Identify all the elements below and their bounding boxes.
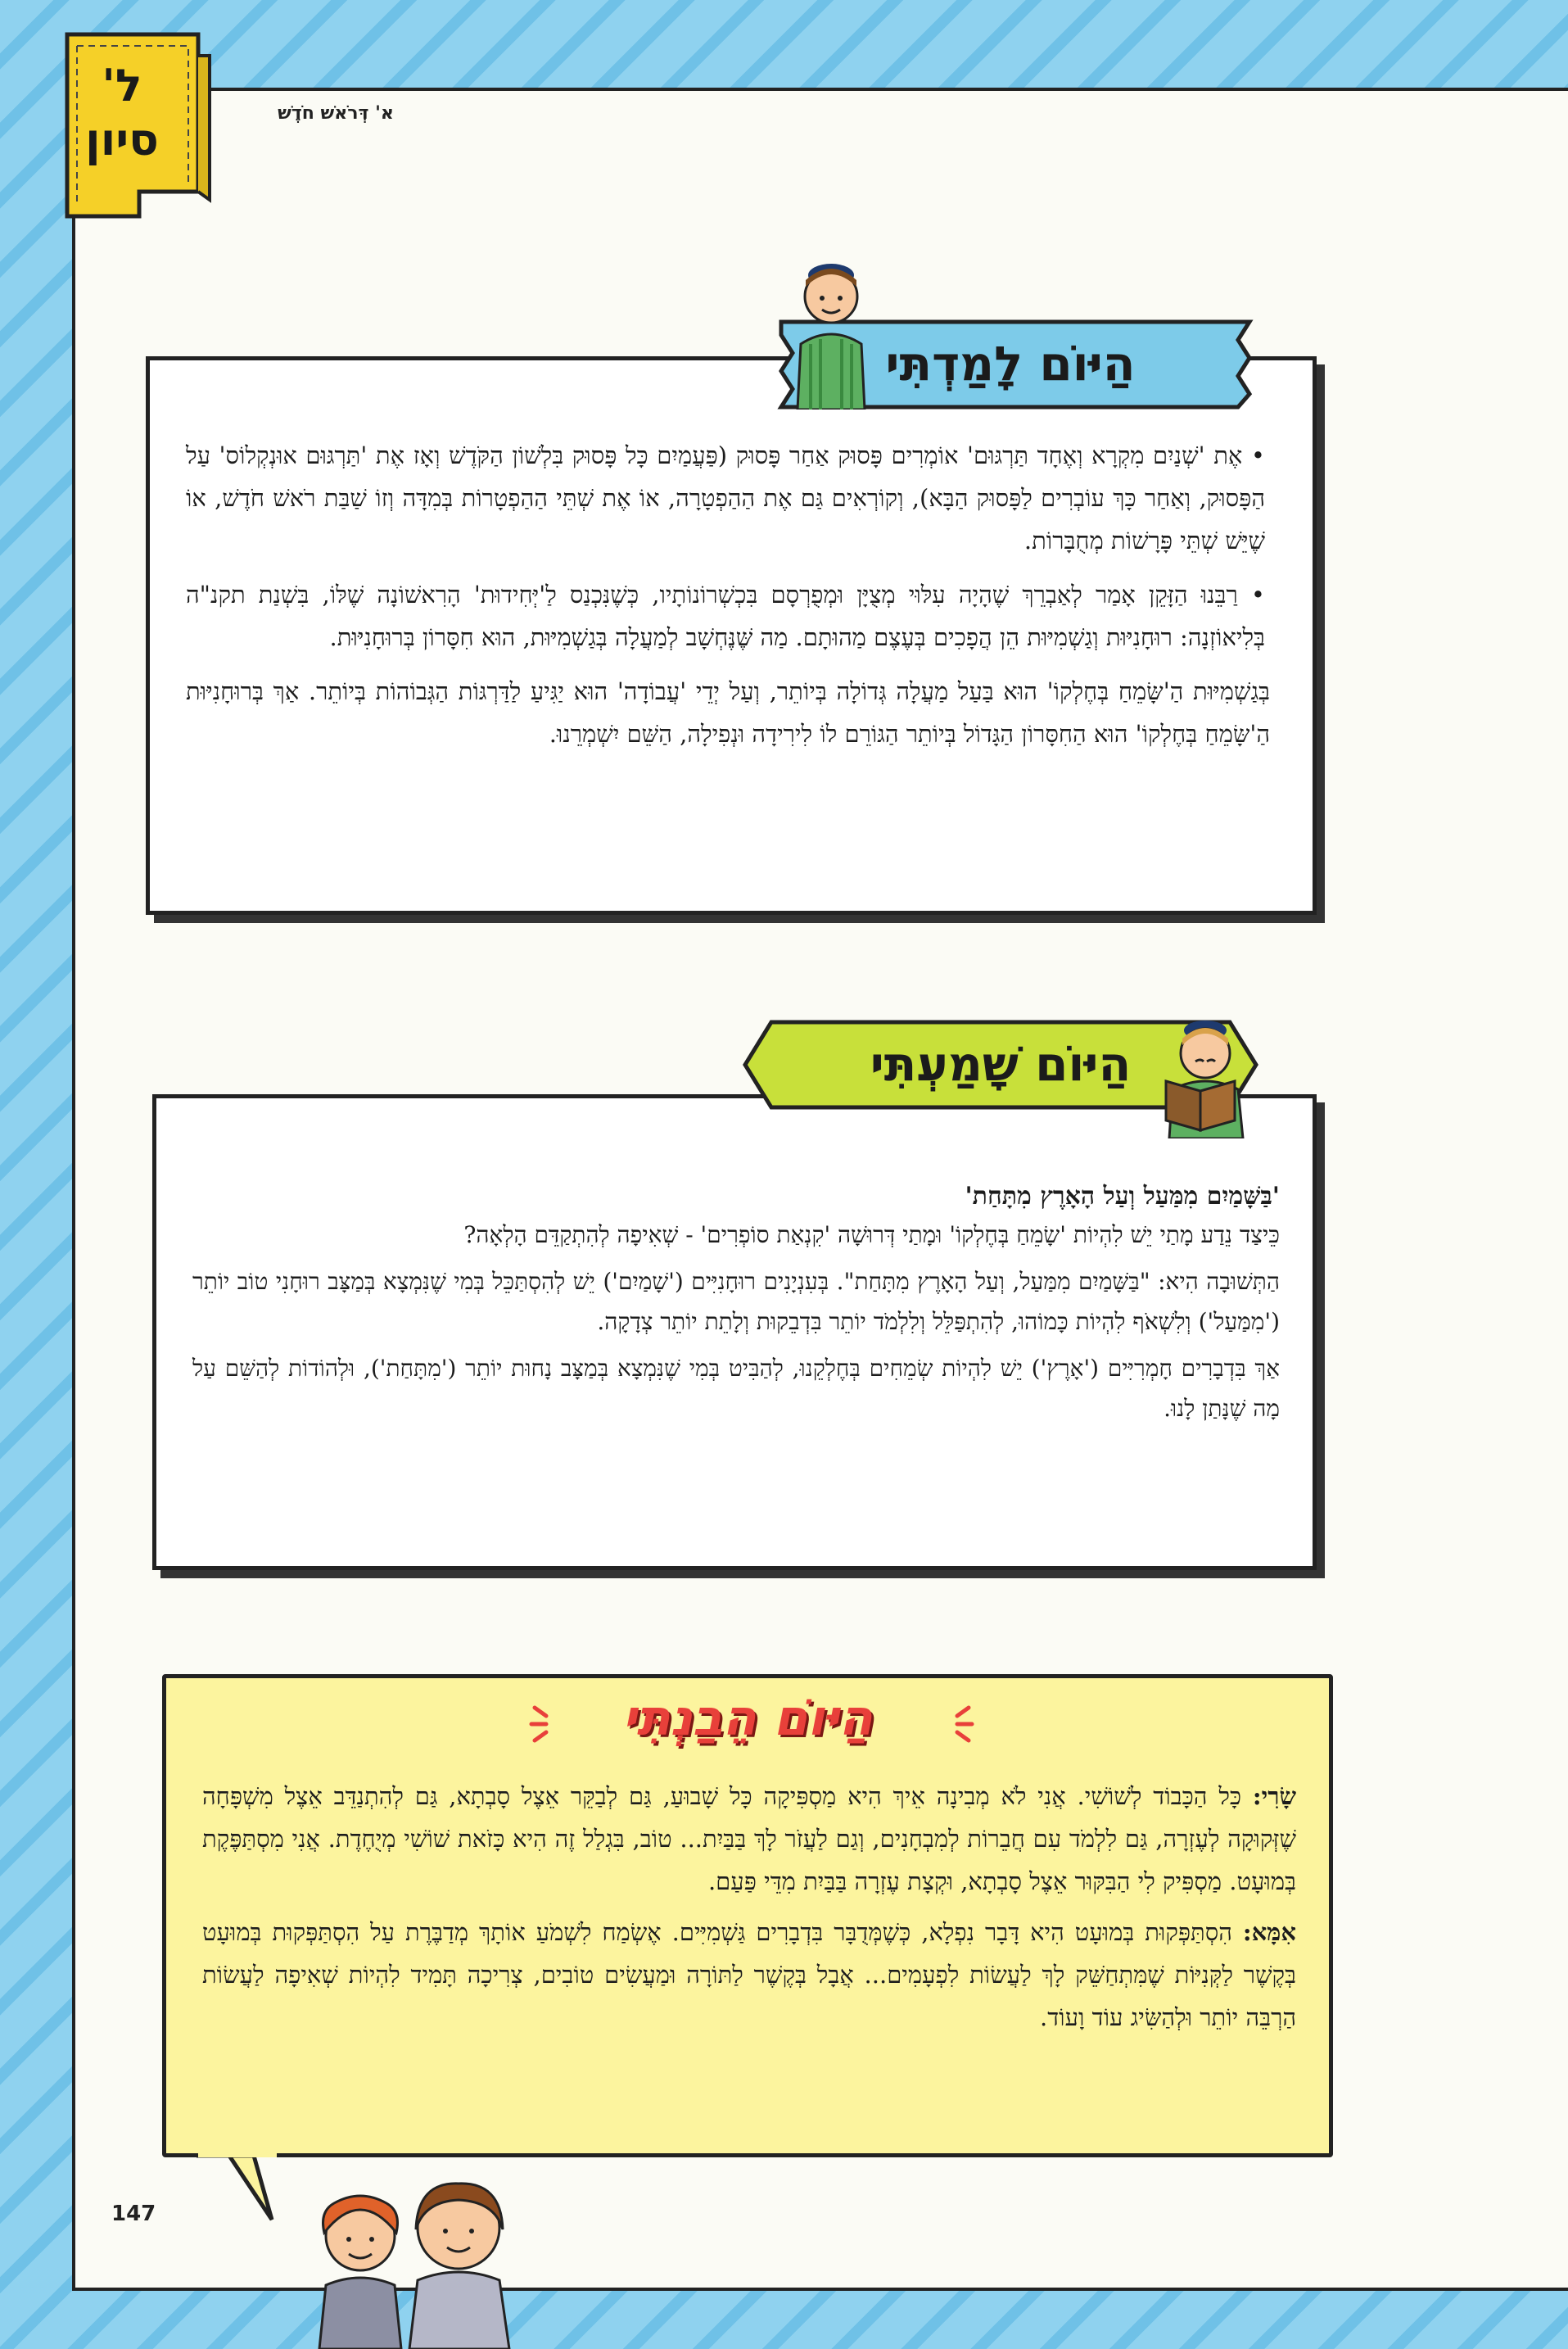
sparkle-right-icon	[928, 1700, 977, 1749]
boy-illustration	[786, 254, 876, 410]
learned-paragraph-3: בְּגַשְׁמִיּוּת הַ'שָּׂמֵחַ בְּחֶלְקוֹ' הוּא בַּעַל מַעֲלָה גְּדוֹלָה בְּיוֹתֵר, וְעַל יְדֵי 'עֲבוֹדָה' הוּא יַגִּיעַ לַדַּרְגּוֹת הַגְּבוֹהוֹת בְּיוֹתֵר. אַךְ בְּרוּחָנִיּוּת הַ'שָּׂמֵחַ בְּחֶלְקוֹ' הוּא הַחִסָּרוֹן הַגָּדוֹל בְּיוֹתֵר הַגּוֹרֵם לוֹ לִירִידָה וּנְפִילָה, הַשֵּׁם יִשְׁמְרֵנוּ.	[186, 677, 1270, 748]
sparkle-left-icon	[526, 1700, 576, 1749]
section-understood-box	[162, 1674, 1333, 2157]
girls-illustration	[295, 2179, 540, 2349]
dialog-text-2: הִסְתַּפְּקוּת בְּמוּעָט הִיא דָּבָר נִפְלָא, כְּשֶׁמְּדֻבָּר בִּדְבָרִים גַּשְׁמִיִּים. אֶשְׂמַח לִשְׁמֹעַ אוֹתָךְ מְדַבֶּרֶת עַל הִסְתַּפְּקוּת בְּמוּעָט בְּקֶשֶׁר לַקְּנִיּוֹת שֶׁמִּתְחַשֵּׁק לָךְ לַעֲשׂוֹת לִפְעָמִים... אֲבָל בְּקֶשֶׁר לַתּוֹרָה וּמַעֲשִׂים טוֹבִים, צְרִיכָה תָּמִיד לִהְיוֹת שְׁאִיפָה לַעֲשׂוֹת הַרְבֵּה יוֹתֵר וּלְהַשִּׂיג עוֹד וָעוֹד.	[202, 1918, 1296, 2031]
boy-reading-illustration	[1153, 1016, 1258, 1138]
heard-paragraph-2: הַתְּשׁוּבָה הִיא: "בַּשָּׁמַיִם מִמַּעַל, וְעַל הָאָרֶץ מִתָּחַת". בְּעִנְיָנִים רוּחָנִיִּים ('שָׁמַיִם') יֵשׁ לְהִסְתַּכֵּל בְּמִי שֶׁנִּמְצָא בְּמַצָּב רוּחָנִי טוֹב יוֹתֵר ('מִמַּעַל') וְלִשְׁאֹף לִהְיוֹת כָּמוֹהוּ, לְהִתְפַּלֵּל וְלִלְמֹד יוֹתֵר בִּדְבֵקוּת וְלָתֵת יוֹתֵר צְדָקָה.	[192, 1268, 1280, 1335]
heard-paragraph-3: אַךְ בִּדְבָרִים חָמְרִיִּים ('אָרֶץ') יֵשׁ לִהְיוֹת שְׂמֵחִים בְּחֶלְקֵנוּ, לְהַבִּיט בְּמִי שֶׁנִּמְצָא בְּמַצָּב נָחוּת יוֹתֵר ('מִתָּחַת'), וּלְהוֹדוֹת לְהַשֵּׁם עַל מָה שֶׁנָּתַן לָנוּ.	[192, 1355, 1280, 1422]
speech-bubble-tail	[197, 2151, 287, 2225]
ribbon-month: סיון	[85, 114, 159, 165]
section-understood-title: הַיּוֹם הֵבַנְתִּי	[622, 1690, 873, 1747]
section-learned-title: הַיּוֹם לָמַדְתִּי	[885, 336, 1136, 392]
dialog-speaker-2: אִמָּא:	[1242, 1918, 1296, 1946]
ribbon-day: ל'	[102, 60, 142, 111]
section-heard-title: הַיּוֹם שָׁמַעְתִּי	[870, 1036, 1132, 1092]
page-number: 147	[111, 2202, 156, 2226]
dialog-speaker-1: שָׂרִי:	[1252, 1782, 1296, 1810]
dialog-line-1	[202, 1775, 1296, 1903]
dialog-text-1: כָּל הַכָּבוֹד לְשׁוֹשִׁי. אֲנִי לֹא מְבִינָה אֵיךְ הִיא מַסְפִּיקָה כָּל שָׁבוּעַ, גַּם לְבַקֵּר אֵצֶל סָבְתָא, גַּם לְהִתְנַדֵּב אֵצֶל מִשְׁפָּחָה שֶׁזְּקוּקָה לְעֶזְרָה, גַּם לִלְמֹד עִם חֲבֵרוֹת לְמִבְחָנִים, וְגַם לַעֲזֹר לָךְ בַּבַּיִת... טוֹב, בִּגְלַל זֶה הִיא כָּזֹאת שׁוֹשִׁי מְיֻחֶדֶת. אֲנִי מִסְתַּפֶּקֶת בְּמוּעָט. מַסְפִּיק לִי הַבִּקּוּר אֵצֶל סָבְתָא, וּקְצָת עֶזְרָה בַּבַּיִת מִדֵּי פַּעַם.	[202, 1782, 1296, 1895]
learned-paragraph-2: • רַבֵּנוּ הַזָּקֵן אָמַר לְאַבְרֵךְ שֶׁהָיָה עִלּוּי מְצֻיָּן וּמְפֻרְסָם בִּכְשְׁרוֹנוֹתָיו, כְּשֶׁנִּכְנַס לַ'יְּחִידוּת' הָרִאשׁוֹנָה שֶׁלּוֹ, בִּשְׁנַת תקנ"ה בְּלִיאוֹזְנָה: רוּחָנִיּוּת וְגַשְׁמִיּוּת הֵן הֲפָכִים בְּעֶצֶם מַהוּתָם. מַה שֶּׁנֶּחְשָׁב לְמַעֲלָה בְּגַשְׁמִיּוּת, הוּא חִסָּרוֹן בְּרוּחָנִיּוּת.	[186, 581, 1265, 651]
date-ribbon	[61, 31, 213, 224]
heard-subhead: 'בַּשָּׁמַיִם מִמַּעַל וְעַל הָאָרֶץ מִתָּחַת'	[965, 1182, 1280, 1211]
section-learned-box	[146, 356, 1317, 915]
header-date: א' דְּרֹאשׁ חֹדֶשׁ	[278, 103, 394, 124]
heard-paragraph-1: כֵּיצַד נֵדַע מָתַי יֵשׁ לִהְיוֹת 'שָׂמֵחַ בְּחֶלְקוֹ' וּמָתַי דְּרוּשָׁה 'קִנְאַת סוֹפְרִים' - שְׁאִיפָה לְהִתְקַדֵּם הָלְאָה?	[463, 1221, 1280, 1248]
section-heard-box	[152, 1094, 1317, 1570]
dialog-line-2	[202, 1911, 1296, 2039]
learned-paragraph-1: • אֶת 'שְׁנַיִם מִקְרָא וְאֶחָד תַּרְגּוּם' אוֹמְרִים פָּסוּק אַחַר פָּסוּק (פַּעֲמַיִם כָּל פָּסוּק בִּלְשׁוֹן הַקֹּדֶשׁ וְאָז אֶת 'תַּרְגּוּם אוּנְקְלוֹס' עַל הַפָּסוּק, וְאַחַר כָּךְ עוֹבְרִים לַפָּסוּק הַבָּא), וְקוֹרְאִים גַּם אֶת הַהַפְטָרָה, אוֹ אֶת שְׁתֵּי הַהַפְטָרוֹת בְּמִדָּה וְזוֹ שַׁבַּת רֹאשׁ חֹדֶשׁ, אוֹ שֶׁיֵּשׁ שְׁתֵּי פָּרָשׁוֹת מְחֻבָּרוֹת.	[186, 441, 1265, 554]
